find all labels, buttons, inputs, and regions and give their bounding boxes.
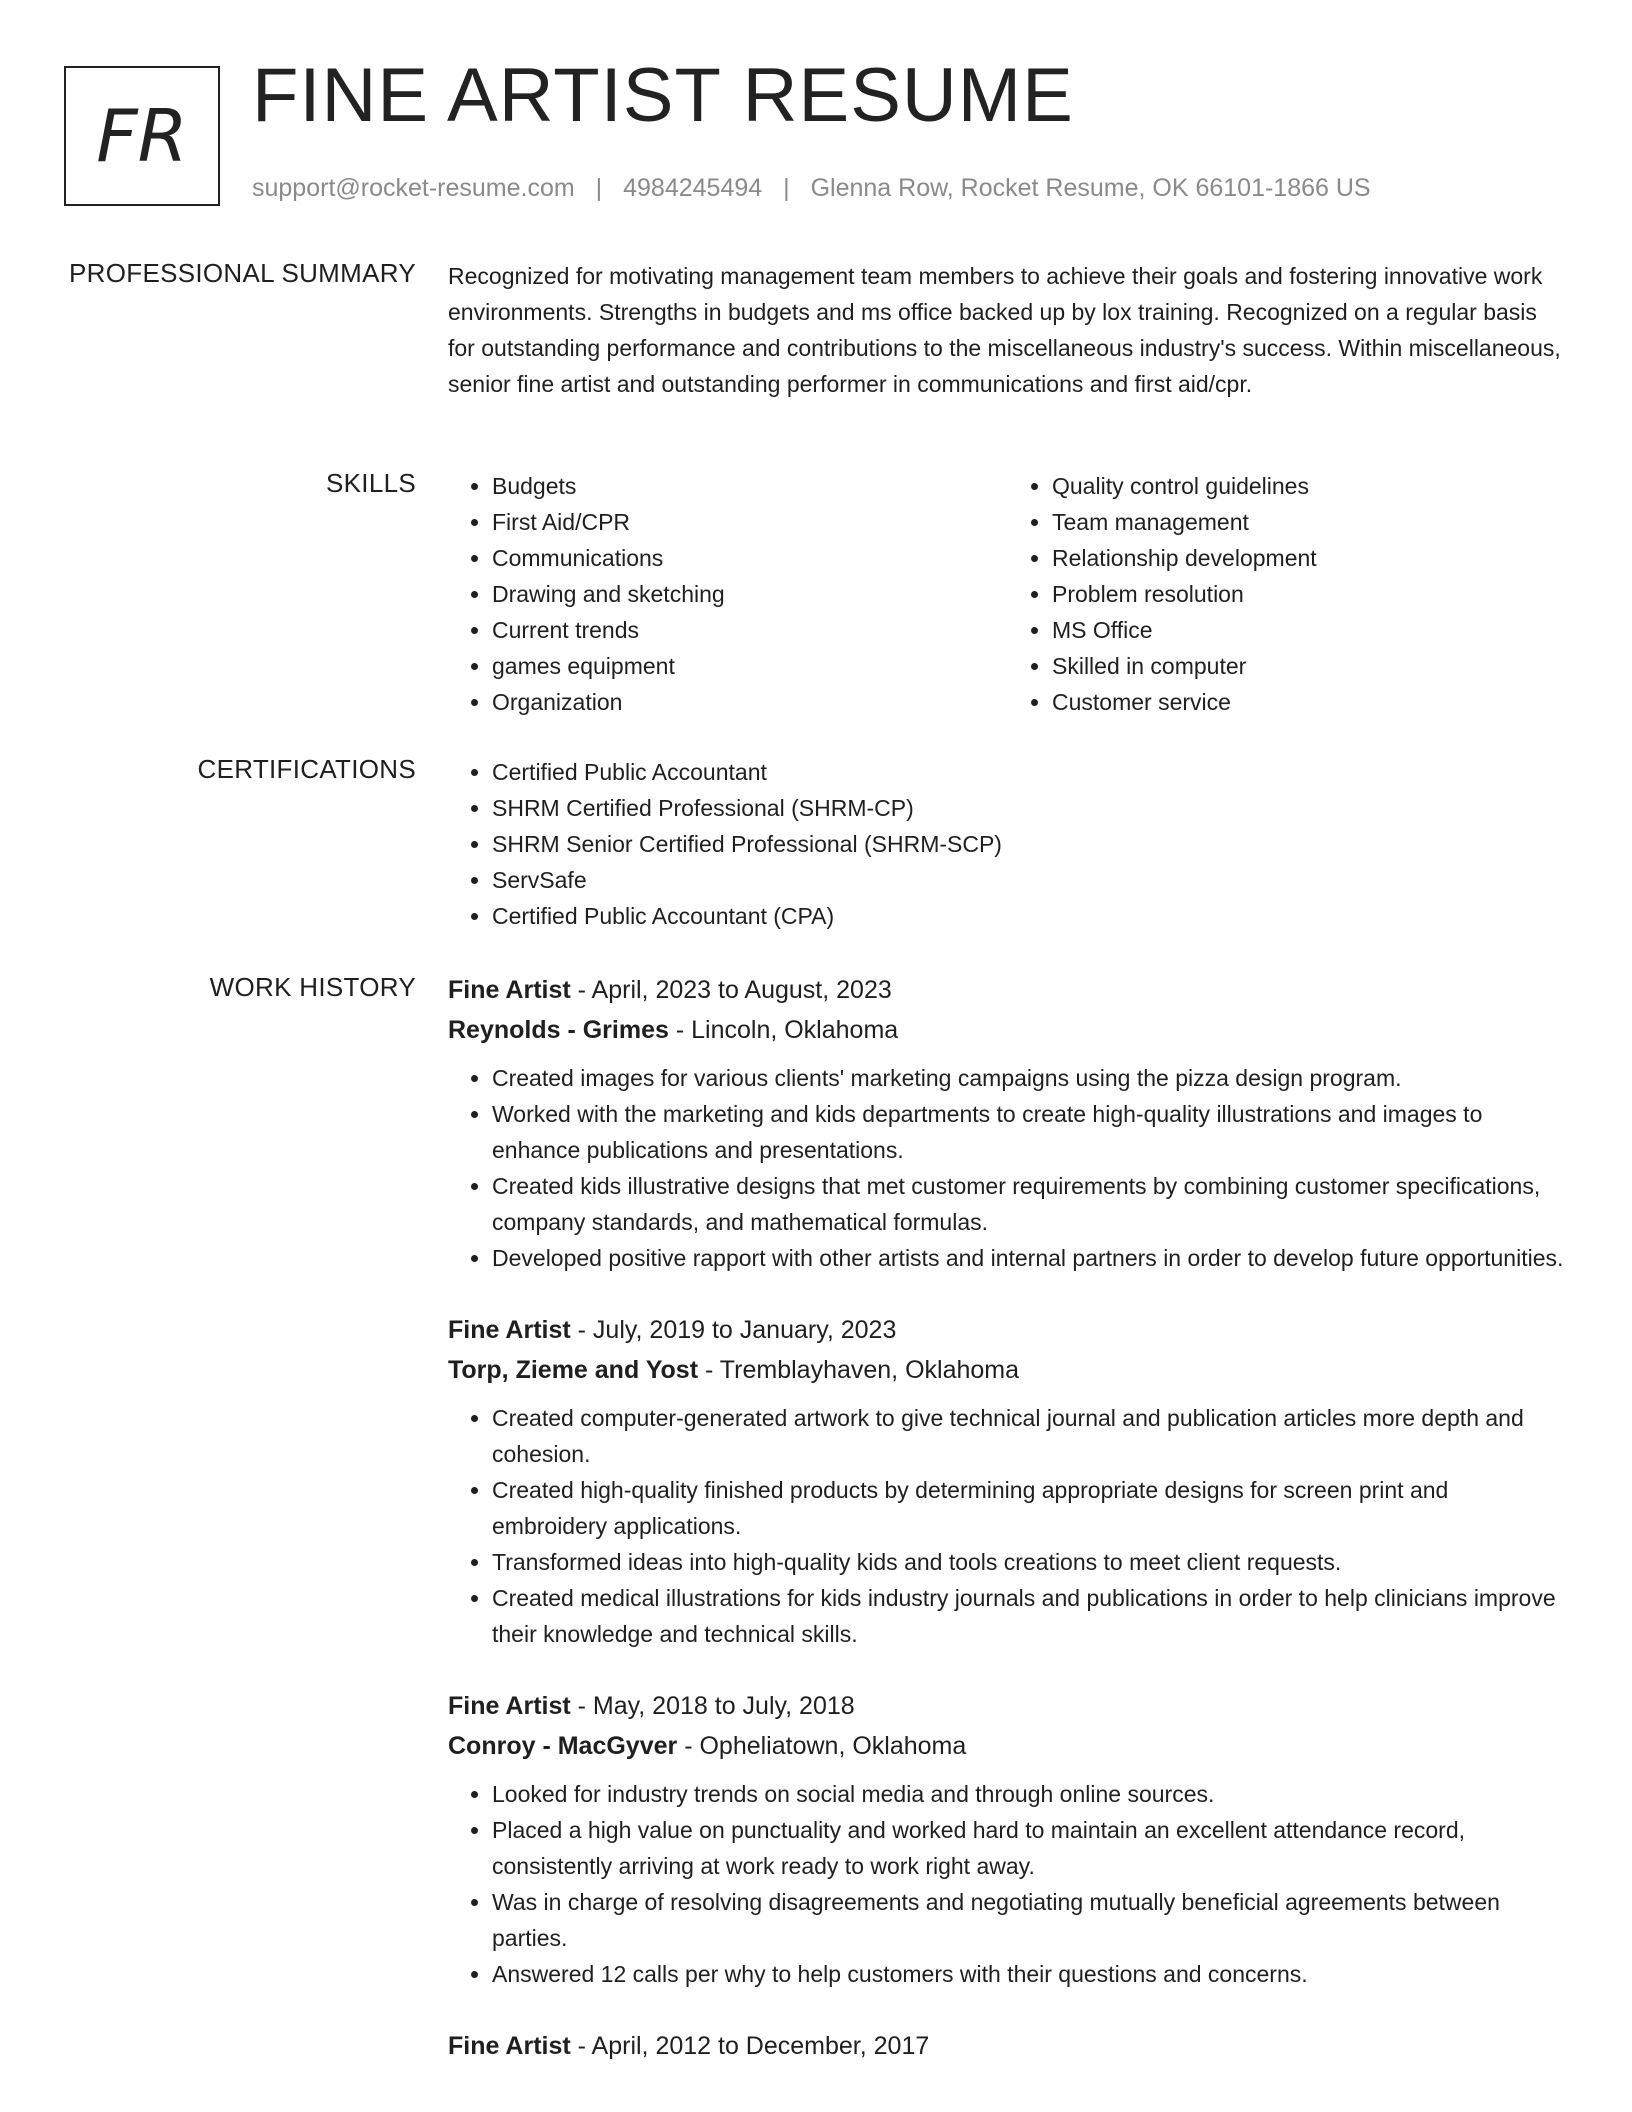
job-entry — [448, 2026, 1568, 2066]
section-label-certifications: CERTIFICATIONS — [197, 754, 416, 784]
skill-item: • Relationship development — [1052, 540, 1568, 576]
job-dates: - April, 2023 to August, 2023 — [570, 976, 892, 1004]
job-dates: - April, 2012 to December, 2017 — [570, 2032, 930, 2060]
job-title: Fine Artist — [448, 1692, 571, 1720]
job-bullet: • Created computer-generated artwork to give technical journal and publication articles more depth and cohesion. — [492, 1400, 1568, 1472]
contact-phone[interactable]: 4984245494 — [623, 174, 763, 202]
job-bullets — [448, 1776, 1568, 1992]
skill-item: • Team management — [1052, 504, 1568, 540]
job-company: Reynolds - Grimes — [448, 1016, 669, 1044]
job-title-line — [448, 970, 1568, 1010]
section-label-summary: PROFESSIONAL SUMMARY — [69, 258, 416, 288]
resume-title: FINE ARTIST RESUME — [252, 53, 1074, 138]
contact-address: Glenna Row, Rocket Resume, OK 66101-1866 US — [810, 174, 1371, 202]
job-bullet: • Placed a high value on punctuality and worked hard to maintain an excellent attendance record, consistently arriving at work ready to work right away. — [492, 1812, 1568, 1884]
job-title-line — [448, 2026, 1568, 2066]
skill-item: • Problem resolution — [1052, 576, 1568, 612]
job-bullet: • Transformed ideas into high-quality kids and tools creations to meet client requests. — [492, 1544, 1568, 1580]
job-bullets — [448, 1400, 1568, 1652]
certifications-list — [448, 754, 1568, 934]
certification-item: • Certified Public Accountant (CPA) — [492, 898, 1568, 934]
skills-grid — [448, 468, 1568, 720]
skill-item: • Skilled in computer — [1052, 648, 1568, 684]
job-bullet: • Created medical illustrations for kids industry journals and publications in order to help clinicians improve their knowledge and technical skills. — [492, 1580, 1568, 1652]
job-company-line — [448, 1350, 1568, 1390]
skills-list-left — [448, 468, 1008, 720]
job-title-line — [448, 1310, 1568, 1350]
skill-item: • Current trends — [492, 612, 1008, 648]
job-bullet: • Was in charge of resolving disagreements and negotiating mutually beneficial agreements between parties. — [492, 1884, 1568, 1956]
job-location: - Lincoln, Oklahoma — [668, 1016, 899, 1044]
job-company-line — [448, 1010, 1568, 1050]
job-bullets — [448, 1060, 1568, 1276]
skill-item: • Drawing and sketching — [492, 576, 1008, 612]
contact-email[interactable]: support@rocket-resume.com — [252, 174, 575, 202]
certification-item: • SHRM Certified Professional (SHRM-CP) — [492, 790, 1568, 826]
monogram-logo: FR — [64, 66, 220, 206]
job-bullet: • Looked for industry trends on social media and through online sources. — [492, 1776, 1568, 1812]
certification-item: • Certified Public Accountant — [492, 754, 1568, 790]
job-bullet: • Created images for various clients' marketing campaigns using the pizza design program. — [492, 1060, 1568, 1096]
job-bullet: • Created high-quality finished products by determining appropriate designs for screen print and embroidery applications. — [492, 1472, 1568, 1544]
job-entry — [448, 1310, 1568, 1652]
job-bullet: • Created kids illustrative designs that met customer requirements by combining customer specifications, company standards, and mathematical formulas. — [492, 1168, 1568, 1240]
job-title: Fine Artist — [448, 976, 571, 1004]
work-history-body — [448, 970, 1568, 2100]
job-title-line — [448, 1686, 1568, 1726]
skill-item: • Customer service — [1052, 684, 1568, 720]
job-entry — [448, 1686, 1568, 1992]
job-company: Torp, Zieme and Yost — [448, 1356, 699, 1384]
job-bullet: • Worked with the marketing and kids departments to create high-quality illustrations and images to enhance publications and presentations. — [492, 1096, 1568, 1168]
skill-item: • Budgets — [492, 468, 1008, 504]
job-title: Fine Artist — [448, 2032, 571, 2060]
contact-separator: | — [595, 174, 603, 202]
skill-item: • Quality control guidelines — [1052, 468, 1568, 504]
skill-item: • Communications — [492, 540, 1008, 576]
summary-text: Recognized for motivating management team members to achieve their goals and fostering innovative work environments. Strengths in budgets and ms office backed up by lox training. Recognized on a regular basis for outstanding performance and contributions to the miscellaneous industry's success. Within miscellaneous, senior fine artist and outstanding performer in communications and first aid/cpr. — [448, 263, 1561, 397]
job-dates: - May, 2018 to July, 2018 — [570, 1692, 855, 1720]
job-location: - Tremblayhaven, Oklahoma — [698, 1356, 1020, 1384]
section-label-work-history: WORK HISTORY — [209, 972, 416, 1002]
contact-line — [252, 174, 1371, 203]
contact-separator: | — [783, 174, 790, 202]
job-bullet: • Answered 12 calls per why to help customers with their questions and concerns. — [492, 1956, 1568, 1992]
job-company-line — [448, 1726, 1568, 1766]
job-company: Conroy - MacGyver — [448, 1732, 678, 1760]
skills-list-right — [1008, 468, 1568, 720]
job-bullet: • Developed positive rapport with other artists and internal partners in order to develop future opportunities. — [492, 1240, 1568, 1276]
job-entry — [448, 970, 1568, 1276]
section-label-skills: SKILLS — [326, 468, 416, 498]
skill-item: • First Aid/CPR — [492, 504, 1008, 540]
certification-item: • SHRM Senior Certified Professional (SHRM-SCP) — [492, 826, 1568, 862]
certification-item: • ServSafe — [492, 862, 1568, 898]
job-location: - Opheliatown, Oklahoma — [677, 1732, 967, 1760]
job-dates: - July, 2019 to January, 2023 — [570, 1316, 897, 1344]
skill-item: • Organization — [492, 684, 1008, 720]
certifications-body — [448, 754, 1568, 934]
skill-item: • MS Office — [1052, 612, 1568, 648]
skill-item: • games equipment — [492, 648, 1008, 684]
job-title: Fine Artist — [448, 1316, 571, 1344]
